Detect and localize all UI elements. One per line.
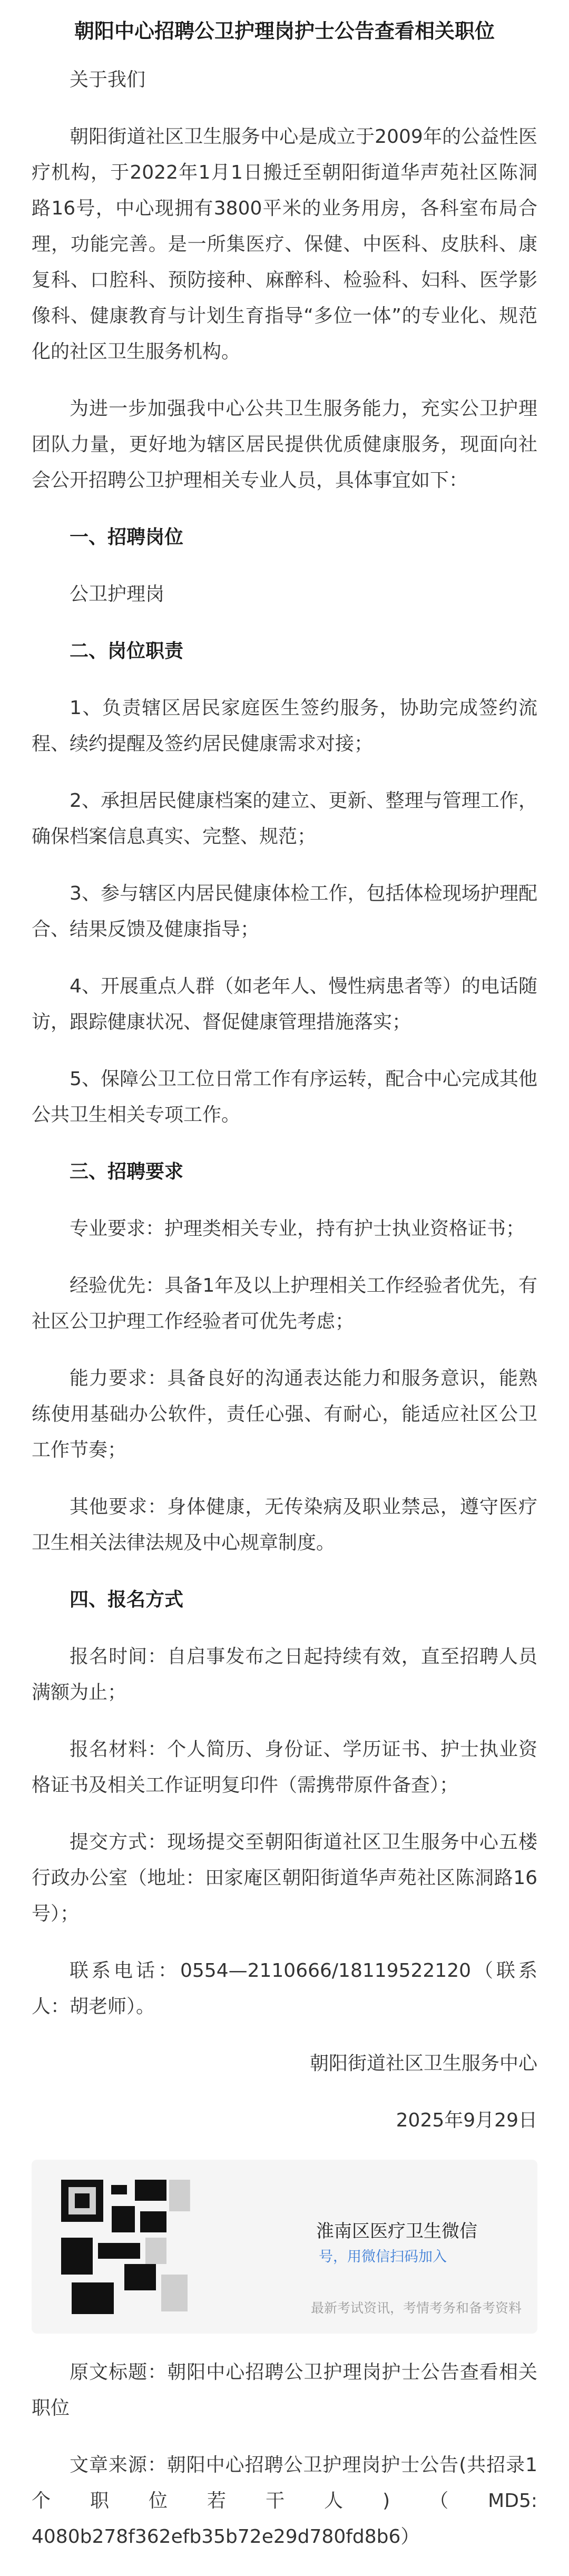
wechat-promo-card[interactable]: [32, 2160, 537, 2334]
promo-subtitle[interactable]: 号，用微信扫码加入: [319, 2249, 447, 2265]
source-paragraph: 文章来源：朝阳中心招聘公卫护理岗护士公告(共招录1个职位若干人)（MD5: 4080b278f362efb35b72e29d780fd8b6）: [32, 2454, 537, 2548]
source-paragraph: 原文标题：朝阳中心招聘公卫护理岗护士公告查看相关职位: [32, 2362, 537, 2419]
article-paragraph: 公卫护理岗: [70, 583, 165, 605]
article-title: 朝阳中心招聘公卫护理岗护士公告查看相关职位: [74, 19, 495, 43]
article-paragraph: 经验优先：具备1年及以上护理相关工作经验者优先，有社区公卫护理工作经验者可优先考虑；: [32, 1275, 537, 1332]
article-paragraph: 联系电话：0554—2110666/18119522120（联系人：胡老师）。: [32, 1960, 537, 2017]
article-heading: 二、岗位职责: [70, 640, 184, 662]
article-paragraph: 朝阳街道社区卫生服务中心: [309, 2053, 537, 2074]
article-paragraph: 能力要求：具备良好的沟通表达能力和服务意识，能熟练使用基础办公软件，责任心强、有耐心，能适应社区公卫工作节奏；: [32, 1368, 537, 1461]
article-paragraph: 其他要求：身体健康，无传染病及职业禁忌，遵守医疗卫生相关法律法规及中心规章制度。: [32, 1496, 537, 1554]
article-heading: 四、报名方式: [70, 1589, 184, 1611]
article-paragraph: 提交方式：现场提交至朝阳街道社区卫生服务中心五楼行政办公室（地址：田家庵区朝阳街道华声苑社区陈洞路16号）；: [32, 1831, 537, 1925]
blur-overlay: [190, 2175, 311, 2323]
promo-note: 最新考试资讯，考情考务和备考资料: [311, 2300, 522, 2316]
article-paragraph: 5、保障公卫工位日常工作有序运转，配合中心完成其他公共卫生相关专项工作。: [32, 1068, 537, 1126]
promo-title: 淮南区医疗卫生微信: [316, 2221, 477, 2242]
article-paragraph: 报名时间：自启事发布之日起持续有效，直至招聘人员满额为止；: [32, 1646, 537, 1703]
article-paragraph: 朝阳街道社区卫生服务中心是成立于2009年的公益性医疗机构，于2022年1月1日搬迁至朝阳街道华声苑社区陈洞路16号，中心现拥有3800平米的业务用房，各科室布局合理，功能完善。是一所集医疗、保健、中医科、皮肤科、康复科、口腔科、预防接种、麻醉科、检验科、妇科、医学影像科、健康教育与计划生育指导“多位一体”的专业化、规范化的社区卫生服务机构。: [32, 126, 537, 363]
article-paragraph: 4、开展重点人群（如老年人、慢性病患者等）的电话随访，跟踪健康状况、督促健康管理措施落实；: [32, 975, 537, 1033]
article-paragraph: 1、负责辖区居民家庭医生签约服务，协助完成签约流程、续约提醒及签约居民健康需求对接；: [32, 697, 537, 755]
qr-code-image: [61, 2180, 193, 2317]
article-paragraph: 2、承担居民健康档案的建立、更新、整理与管理工作，确保档案信息真实、完整、规范；: [32, 790, 537, 847]
article-body: [32, 62, 537, 2576]
article-paragraph: 3、参与辖区内居民健康体检工作，包括体检现场护理配合、结果反馈及健康指导；: [32, 883, 537, 940]
article-paragraph: 报名材料：个人简历、身份证、学历证书、护士执业资格证书及相关工作证明复印件（需携带原件备查）；: [32, 1739, 537, 1796]
article-paragraph: 为进一步加强我中心公共卫生服务能力，充实公卫护理团队力量，更好地为辖区居民提供优质健康服务，现面向社会公开招聘公卫护理相关专业人员，具体事宜如下：: [32, 398, 537, 491]
article-paragraph: 专业要求：护理类相关专业，持有护士执业资格证书；: [70, 1218, 525, 1240]
article-heading: 一、招聘岗位: [70, 526, 184, 548]
article-heading: 三、招聘要求: [70, 1161, 184, 1183]
article-paragraph: 2025年9月29日: [396, 2110, 537, 2131]
article-paragraph: 关于我们: [70, 69, 146, 91]
